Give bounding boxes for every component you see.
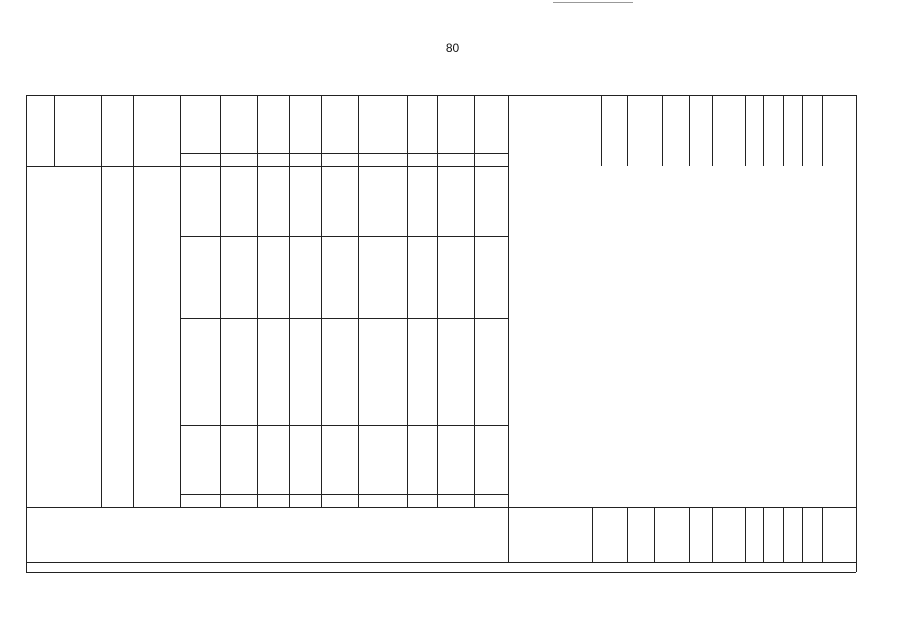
table-rule: [802, 507, 803, 562]
table-rule: [712, 95, 713, 166]
table-rule: [689, 507, 690, 562]
table-rule: [763, 95, 764, 166]
table-rule: [508, 507, 509, 562]
table-rule: [257, 166, 258, 507]
table-rule: [474, 166, 475, 507]
table-rule: [220, 166, 221, 507]
table-rule: [321, 166, 322, 507]
table-rule: [180, 494, 508, 495]
table-rule: [101, 166, 102, 507]
table-rule: [407, 166, 408, 507]
table-rule: [474, 95, 475, 166]
table-rule: [763, 507, 764, 562]
table-rule: [26, 507, 27, 562]
table-rule: [26, 507, 856, 508]
table-rule: [101, 95, 102, 166]
table-rule: [180, 425, 508, 426]
table-rule: [133, 95, 134, 166]
table-rule: [437, 166, 438, 507]
table-rule: [321, 95, 322, 166]
table-rule: [220, 95, 221, 166]
table-rule: [627, 507, 628, 562]
table-rule: [822, 95, 823, 166]
table-rule: [745, 507, 746, 562]
table-rule: [802, 95, 803, 166]
table-rule: [26, 562, 856, 563]
table-rule: [54, 95, 55, 166]
scan-artifact-line: [553, 2, 633, 3]
table-rule: [26, 95, 27, 166]
table-rule: [508, 166, 509, 507]
page-number: 80: [445, 41, 460, 55]
table-rule: [289, 166, 290, 507]
table-rule: [437, 95, 438, 166]
table-rule: [592, 507, 593, 562]
table-rule: [180, 166, 181, 507]
table-rule: [26, 572, 856, 573]
table-rule: [508, 95, 509, 166]
table-rule: [689, 95, 690, 166]
table-rule: [358, 166, 359, 507]
table-rule: [856, 95, 857, 166]
table-rule: [856, 562, 857, 572]
table-rule: [133, 166, 134, 507]
table-rule: [289, 95, 290, 166]
table-rule: [26, 166, 508, 167]
table-rule: [26, 95, 856, 96]
table-rule: [26, 562, 27, 572]
table-rule: [601, 95, 602, 166]
table-rule: [856, 507, 857, 562]
table-rule: [407, 95, 408, 166]
table-rule: [180, 236, 508, 237]
table-rule: [783, 507, 784, 562]
table-rule: [180, 318, 508, 319]
table-rule: [856, 166, 857, 507]
table-rule: [662, 95, 663, 166]
table-rule: [822, 507, 823, 562]
table-rule: [257, 95, 258, 166]
table-rule: [358, 95, 359, 166]
table-rule: [745, 95, 746, 166]
table-rule: [654, 507, 655, 562]
table-rule: [783, 95, 784, 166]
table-rule: [180, 153, 508, 154]
table-rule: [26, 166, 27, 507]
table-rule: [180, 95, 181, 166]
table-rule: [712, 507, 713, 562]
table-rule: [627, 95, 628, 166]
